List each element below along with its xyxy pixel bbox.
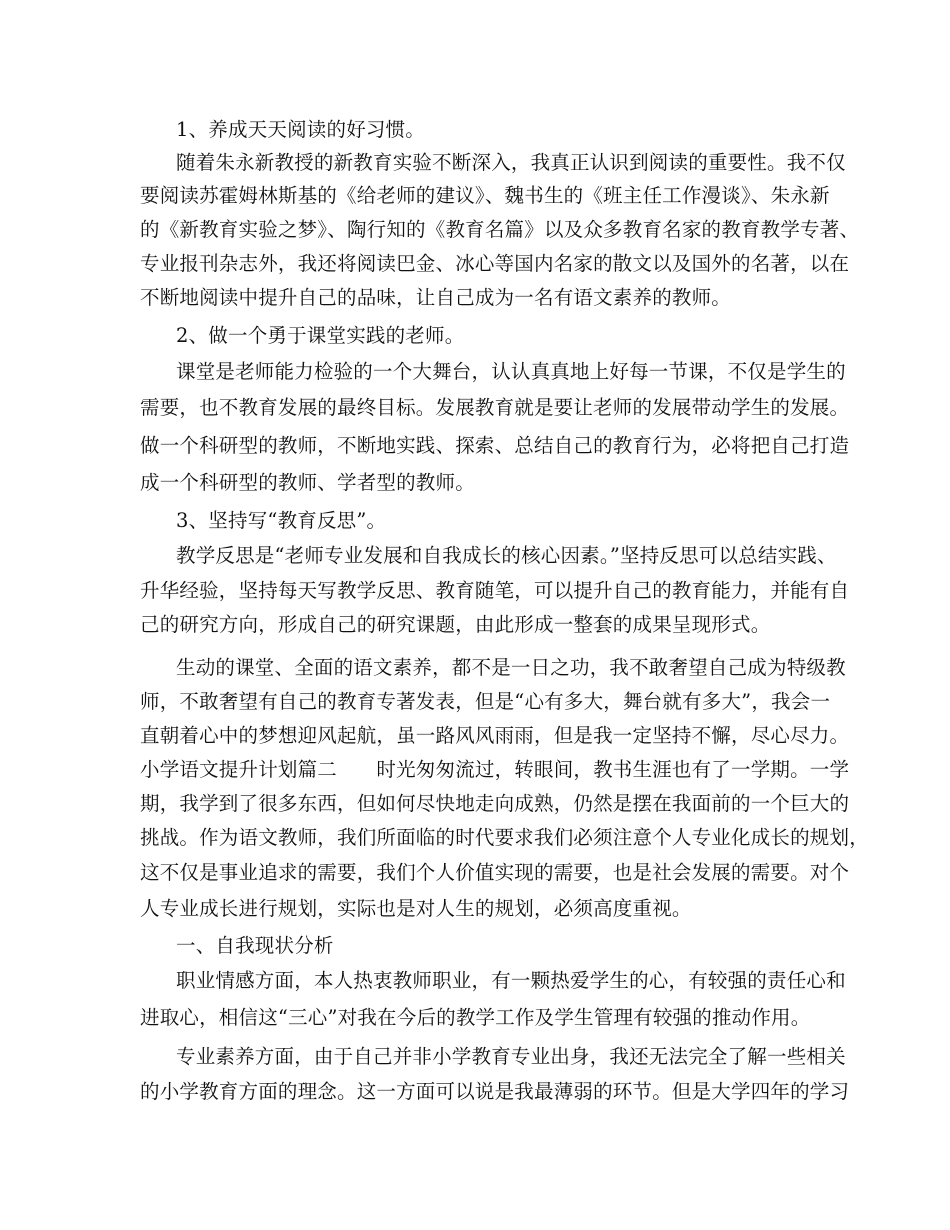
paragraph-line: 生动的课堂、全面的语文素养，都不是一日之功，我不敢奢望自己成为特级教: [176, 656, 846, 679]
paragraph-line: 期，我学到了很多东西，但如何尽快地走向成熟，仍然是摆在我面前的一个巨大的: [140, 792, 850, 815]
paragraph-line: 进取心，相信这“三心”对我在今后的教学工作及学生管理有较强的推动作用。: [140, 1006, 811, 1029]
paragraph-line: 随着朱永新教授的新教育实验不断深入，我真正认识到阅读的重要性。我不仅: [176, 151, 846, 174]
paragraph-line: 专业报刊杂志外，我还将阅读巴金、冰心等国内名家的散文以及国外的名著，以在: [140, 252, 850, 275]
paragraph-line: 人专业成长进行规划，实际也是对人生的规划，必须高度重视。: [140, 897, 692, 920]
heading-3: 3、坚持写“教育反思”。: [176, 509, 387, 532]
subheading: 一、自我现状分析: [176, 934, 334, 957]
paragraph-line: 做一个科研型的教师，不断地实践、探索、总结自己的教育行为，必将把自己打造: [140, 434, 850, 457]
paragraph-line: 师，不敢奢望有自己的教育专著发表，但是“心有多大，舞台就有多大”，我会一: [140, 690, 831, 713]
paragraph-line: 挑战。作为语文教师，我们所面临的时代要求我们必须注意个人专业化成长的规划，: [140, 826, 869, 849]
paragraph-line: 职业情感方面，本人热衷教师职业，有一颗热爱学生的心，有较强的责任心和: [176, 969, 846, 992]
paragraph-line: 己的研究方向，形成自己的研究课题，由此形成一整套的成果呈现形式。: [140, 613, 771, 636]
heading-1: 1、养成天天阅读的好习惯。: [176, 118, 426, 141]
paragraph-line: 专业素养方面，由于自己并非小学教育专业出身，我还无法完全了解一些相关: [176, 1045, 846, 1068]
paragraph-line: 直朝着心中的梦想迎风起航，虽一路风风雨雨，但是我一定坚持不懈，尽心尽力。: [140, 724, 850, 747]
paragraph-line: 不断地阅读中提升自己的品味，让自己成为一名有语文素养的教师。: [140, 286, 732, 309]
paragraph-line: 的小学教育方面的理念。这一方面可以说是我最薄弱的环节。但是大学四年的学习: [140, 1080, 850, 1103]
paragraph-line: 的《新教育实验之梦》、陶行知的《教育名篇》以及众多教育名家的教育教学专著、: [140, 218, 860, 241]
paragraph-line: 升华经验，坚持每天写教学反思、教育随笔，可以提升自己的教育能力，并能有自: [140, 579, 850, 602]
section-title-line: 小学语文提升计划篇二 时光匆匆流过，转眼间，教书生涯也有了一学期。一学: [140, 758, 850, 781]
paragraph-line: 要阅读苏霍姆林斯基的《给老师的建议》、魏书生的《班主任工作漫谈》、朱永新: [140, 184, 830, 207]
paragraph-line: 需要，也不教育发展的最终目标。发展教育就是要让老师的发展带动学生的发展。: [140, 396, 850, 419]
heading-2: 2、做一个勇于课堂实践的老师。: [176, 324, 465, 347]
paragraph-line: 成一个科研型的教师、学者型的教师。: [140, 471, 475, 494]
paragraph-line: 教学反思是“老师专业发展和自我成长的核心因素。”坚持反思可以总结实践、: [176, 544, 837, 567]
paragraph-line: 课堂是老师能力检验的一个大舞台，认认真真地上好每一节课，不仅是学生的: [176, 360, 846, 383]
paragraph-line: 这不仅是事业追求的需要，我们个人价值实现的需要，也是社会发展的需要。对个: [140, 861, 850, 884]
